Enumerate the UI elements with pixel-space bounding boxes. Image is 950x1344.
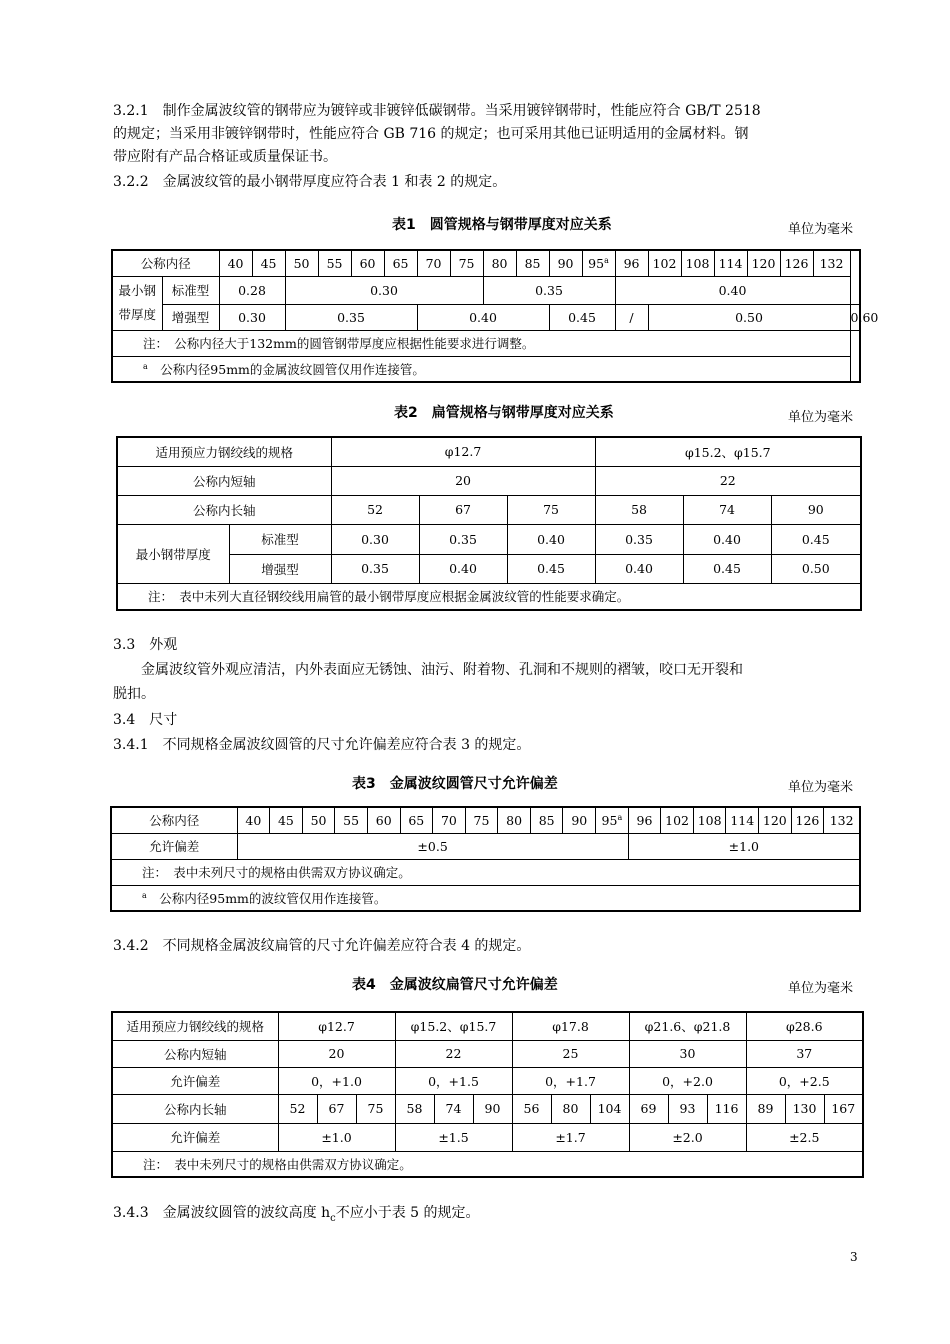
table4-short-value: 30 (629, 1040, 746, 1067)
table4-long-value: 80 (551, 1094, 590, 1123)
table2-std-label: 标准型 (229, 524, 331, 554)
page-number: 3 (850, 1250, 858, 1264)
table4-tol1-value: 0，+1.5 (395, 1067, 512, 1094)
table1-diameter: 132 (813, 250, 850, 276)
table1-diameter: 45 (252, 250, 285, 276)
table1-unit: 单位为毫米 (788, 222, 854, 237)
table4-short-value: 37 (746, 1040, 863, 1067)
table2-title: 表2 扁管规格与钢带厚度对应关系 (394, 405, 614, 421)
table1-diameter: 108 (681, 250, 714, 276)
table2-enh-value: 0.45 (683, 554, 771, 583)
table4-long-label: 公称内长轴 (112, 1094, 278, 1123)
table2-enh-label: 增强型 (229, 554, 331, 583)
table3-diameter: 60 (367, 807, 400, 833)
table4-spec-value: φ28.6 (746, 1012, 863, 1040)
footnote-marker: a (142, 890, 147, 900)
table1-diameter: 90 (549, 250, 582, 276)
diameter-value: 95 (588, 255, 605, 271)
table1-diameter: 85 (516, 250, 549, 276)
table4-spec-value: φ12.7 (278, 1012, 395, 1040)
table3-tol-value: ±0.5 (237, 833, 628, 859)
table2-long-value: 67 (419, 495, 507, 524)
table4-long-value: 104 (590, 1094, 629, 1123)
table4-tol2-value: ±1.5 (395, 1123, 512, 1151)
footnote-text: 公称内径95mm的波纹管仅用作连接管。 (159, 890, 387, 906)
table2-enh-value: 0.35 (331, 554, 419, 583)
table1-diameter: 60 (351, 250, 384, 276)
table3-diameter: 132 (824, 807, 860, 833)
table2-long-value: 74 (683, 495, 771, 524)
table2-long-label: 公称内长轴 (117, 495, 331, 524)
table1-diameter: 102 (648, 250, 681, 276)
table3-tol-label: 允许偏差 (111, 833, 237, 859)
section-3-4: 3.4 尺寸 (113, 712, 178, 728)
table1-header-label: 公称内径 (112, 250, 219, 276)
table2-short-value: 20 (331, 466, 595, 495)
table4-long-value: 67 (317, 1094, 356, 1123)
table4-short-value: 22 (395, 1040, 512, 1067)
table1-diameter: 65 (384, 250, 417, 276)
table2-spec-value: φ15.2、φ15.7 (595, 437, 861, 466)
table4-spec-value: φ21.6、φ21.8 (629, 1012, 746, 1040)
table1-std-value: 0.28 (219, 276, 285, 304)
table3-diameter: 50 (302, 807, 335, 833)
table1-diameter: 75 (450, 250, 483, 276)
table2-enh-value: 0.40 (419, 554, 507, 583)
table1-enh-value: 0.50 (648, 304, 850, 330)
table3-diameter: 80 (498, 807, 531, 833)
table2-enh-value: 0.50 (771, 554, 861, 583)
table2-std-value: 0.35 (419, 524, 507, 554)
table1-diameter: 40 (219, 250, 252, 276)
table1-std-value: 0.35 (483, 276, 615, 304)
table1-diameter (582, 250, 615, 276)
para-3-3-line1: 金属波纹管外观应清洁，内外表面应无锈蚀、油污、附着物、孔洞和不规则的褶皱，咬口无开裂和 (113, 662, 743, 678)
table2-std-value: 0.40 (683, 524, 771, 554)
table1 (111, 249, 879, 383)
table2-note: 注： 表中未列大直径钢绞线用扁管的最小钢带厚度应根据金属波纹管的性能要求确定。 (117, 583, 861, 610)
footnote-marker: a (143, 361, 148, 371)
table4-tol2-value: ±2.5 (746, 1123, 863, 1151)
table1-diameter: 96 (615, 250, 648, 276)
table2-long-value: 58 (595, 495, 683, 524)
table4-long-value: 74 (434, 1094, 473, 1123)
table3-diameter: 65 (400, 807, 433, 833)
table2-long-value: 75 (507, 495, 595, 524)
table2-std-value: 0.35 (595, 524, 683, 554)
table4-title: 表4 金属波纹扁管尺寸允许偏差 (352, 977, 558, 993)
table3-diameter: 126 (791, 807, 824, 833)
table3-diameter: 45 (270, 807, 303, 833)
table1-enh-label: 增强型 (162, 304, 219, 330)
table3-diameter: 55 (335, 807, 368, 833)
table4-note: 注： 表中未列尺寸的规格由供需双方协议确定。 (112, 1151, 863, 1177)
table2-std-value: 0.40 (507, 524, 595, 554)
table4-tol1-value: 0，+1.0 (278, 1067, 395, 1094)
para-3-2-1-line3: 带应附有产品合格证或质量保证书。 (113, 149, 337, 165)
table3-note: 注： 表中未列尺寸的规格由供需双方协议确定。 (111, 859, 860, 885)
table1-diameter: 50 (285, 250, 318, 276)
table4-long-value: 69 (629, 1094, 668, 1123)
table2-long-value: 90 (771, 495, 861, 524)
table1-diameter: 120 (747, 250, 780, 276)
table1-std-label: 标准型 (162, 276, 219, 304)
table1-std-value: 0.30 (285, 276, 483, 304)
table4-long-value: 89 (746, 1094, 785, 1123)
para-3-2-1-line2: 的规定；当采用非镀锌钢带时，性能应符合 GB 716 的规定；也可采用其他已证明适用的金属材料。钢 (113, 126, 749, 142)
footnote-text: 公称内径95mm的金属波纹圆管仅用作连接管。 (160, 361, 425, 377)
table4-long-value: 52 (278, 1094, 317, 1123)
table1-footnote (112, 356, 850, 382)
table3-diameter: 90 (563, 807, 596, 833)
table1-enh-value: 0.40 (417, 304, 549, 330)
para-3-4-2: 3.4.2 不同规格金属波纹扁管的尺寸允许偏差应符合表 4 的规定。 (113, 938, 531, 954)
section-3-3: 3.3 外观 (113, 637, 178, 653)
table3-header-label: 公称内径 (111, 807, 237, 833)
table3-unit: 单位为毫米 (788, 780, 854, 795)
table1-title: 表1 圆管规格与钢带厚度对应关系 (392, 217, 612, 233)
diameter-value: 95 (601, 812, 618, 828)
table4-spec-label: 适用预应力钢绞线的规格 (112, 1012, 278, 1040)
table1-enh-value: 0.30 (219, 304, 285, 330)
table2-long-value: 52 (331, 495, 419, 524)
table4-unit: 单位为毫米 (788, 981, 854, 996)
para-3-3-line2: 脱扣。 (113, 686, 155, 702)
table3-diameter: 120 (759, 807, 792, 833)
table4-short-label: 公称内短轴 (112, 1040, 278, 1067)
table4-short-value: 20 (278, 1040, 395, 1067)
table2-spec-label: 适用预应力钢绞线的规格 (117, 437, 331, 466)
table3-diameter: 102 (661, 807, 694, 833)
table3-title: 表3 金属波纹圆管尺寸允许偏差 (352, 776, 558, 792)
table3-diameter: 85 (530, 807, 563, 833)
table2-short-label: 公称内短轴 (117, 466, 331, 495)
table4-tol1-value: 0，+2.0 (629, 1067, 746, 1094)
table4-tol1-label: 允许偏差 (112, 1067, 278, 1094)
table3-diameter: 75 (465, 807, 498, 833)
table3-diameter (596, 807, 629, 833)
table4-tol1-value: 0，+2.5 (746, 1067, 863, 1094)
para-3-4-3 (113, 1202, 873, 1230)
table2-spec-value: φ12.7 (331, 437, 595, 466)
table4-long-value: 90 (473, 1094, 512, 1123)
table4-long-value: 75 (356, 1094, 395, 1123)
table3-diameter: 96 (628, 807, 661, 833)
table4-spec-value: φ17.8 (512, 1012, 629, 1040)
table3 (110, 806, 861, 912)
table1-enh-value: 0.35 (285, 304, 417, 330)
table1-diameter: 70 (417, 250, 450, 276)
table4-long-value: 56 (512, 1094, 551, 1123)
table4-tol2-label: 允许偏差 (112, 1123, 278, 1151)
para-3-2-1-line1: 3.2.1 制作金属波纹管的钢带应为镀锌或非镀锌低碳钢带。当采用镀锌钢带时，性能应符合 GB/T 2518 (113, 103, 761, 119)
table2-short-value: 22 (595, 466, 861, 495)
table1-std-value: 0.40 (615, 276, 850, 304)
table2-unit: 单位为毫米 (788, 410, 854, 425)
table3-diameter: 70 (433, 807, 466, 833)
para-3-4-3-pre: 3.4.3 金属波纹圆管的波纹高度 h (113, 1205, 331, 1221)
para-3-4-3-subscript: c (330, 1212, 336, 1224)
table1-group-label (112, 276, 162, 330)
table2-std-value: 0.45 (771, 524, 861, 554)
para-3-4-3-post: 不应小于表 5 的规定。 (335, 1205, 480, 1221)
table1-diameter: 80 (483, 250, 516, 276)
table4-tol1-value: 0，+1.7 (512, 1067, 629, 1094)
table2-enh-value: 0.45 (507, 554, 595, 583)
group-label-line2: 带厚度 (118, 307, 156, 322)
table4-long-value: 167 (824, 1094, 863, 1123)
footnote-marker: a (617, 812, 623, 822)
para-3-2-2: 3.2.2 金属波纹管的最小钢带厚度应符合表 1 和表 2 的规定。 (113, 174, 507, 190)
table2-std-value: 0.30 (331, 524, 419, 554)
table3-diameter: 114 (726, 807, 759, 833)
table1-enh-value: / (615, 304, 648, 330)
table2-enh-value: 0.40 (595, 554, 683, 583)
para-3-4-1: 3.4.1 不同规格金属波纹圆管的尺寸允许偏差应符合表 3 的规定。 (113, 737, 531, 753)
footnote-marker: a (604, 255, 609, 265)
table3-diameter: 108 (693, 807, 726, 833)
table4-long-value: 116 (707, 1094, 746, 1123)
table1-diameter: 114 (714, 250, 747, 276)
table2-min-label: 最小钢带厚度 (117, 524, 229, 583)
table4-tol2-value: ±2.0 (629, 1123, 746, 1151)
table1-note: 注： 公称内径大于132mm的圆管钢带厚度应根据性能要求进行调整。 (112, 330, 850, 356)
table1-enh-value: 0.60 (850, 304, 860, 330)
table4-short-value: 25 (512, 1040, 629, 1067)
table4-spec-value: φ15.2、φ15.7 (395, 1012, 512, 1040)
table3-footnote (111, 885, 860, 911)
group-label-line1: 最小钢 (118, 283, 156, 298)
table4-tol2-value: ±1.0 (278, 1123, 395, 1151)
table2 (116, 436, 862, 611)
table4 (111, 1011, 864, 1178)
table4-long-value: 93 (668, 1094, 707, 1123)
table3-diameter: 40 (237, 807, 270, 833)
table1-enh-value: 0.45 (549, 304, 615, 330)
table1-diameter: 55 (318, 250, 351, 276)
table1-diameter: 126 (780, 250, 813, 276)
table4-long-value: 58 (395, 1094, 434, 1123)
table4-long-value: 130 (785, 1094, 824, 1123)
table3-tol-value: ±1.0 (628, 833, 860, 859)
table4-tol2-value: ±1.7 (512, 1123, 629, 1151)
